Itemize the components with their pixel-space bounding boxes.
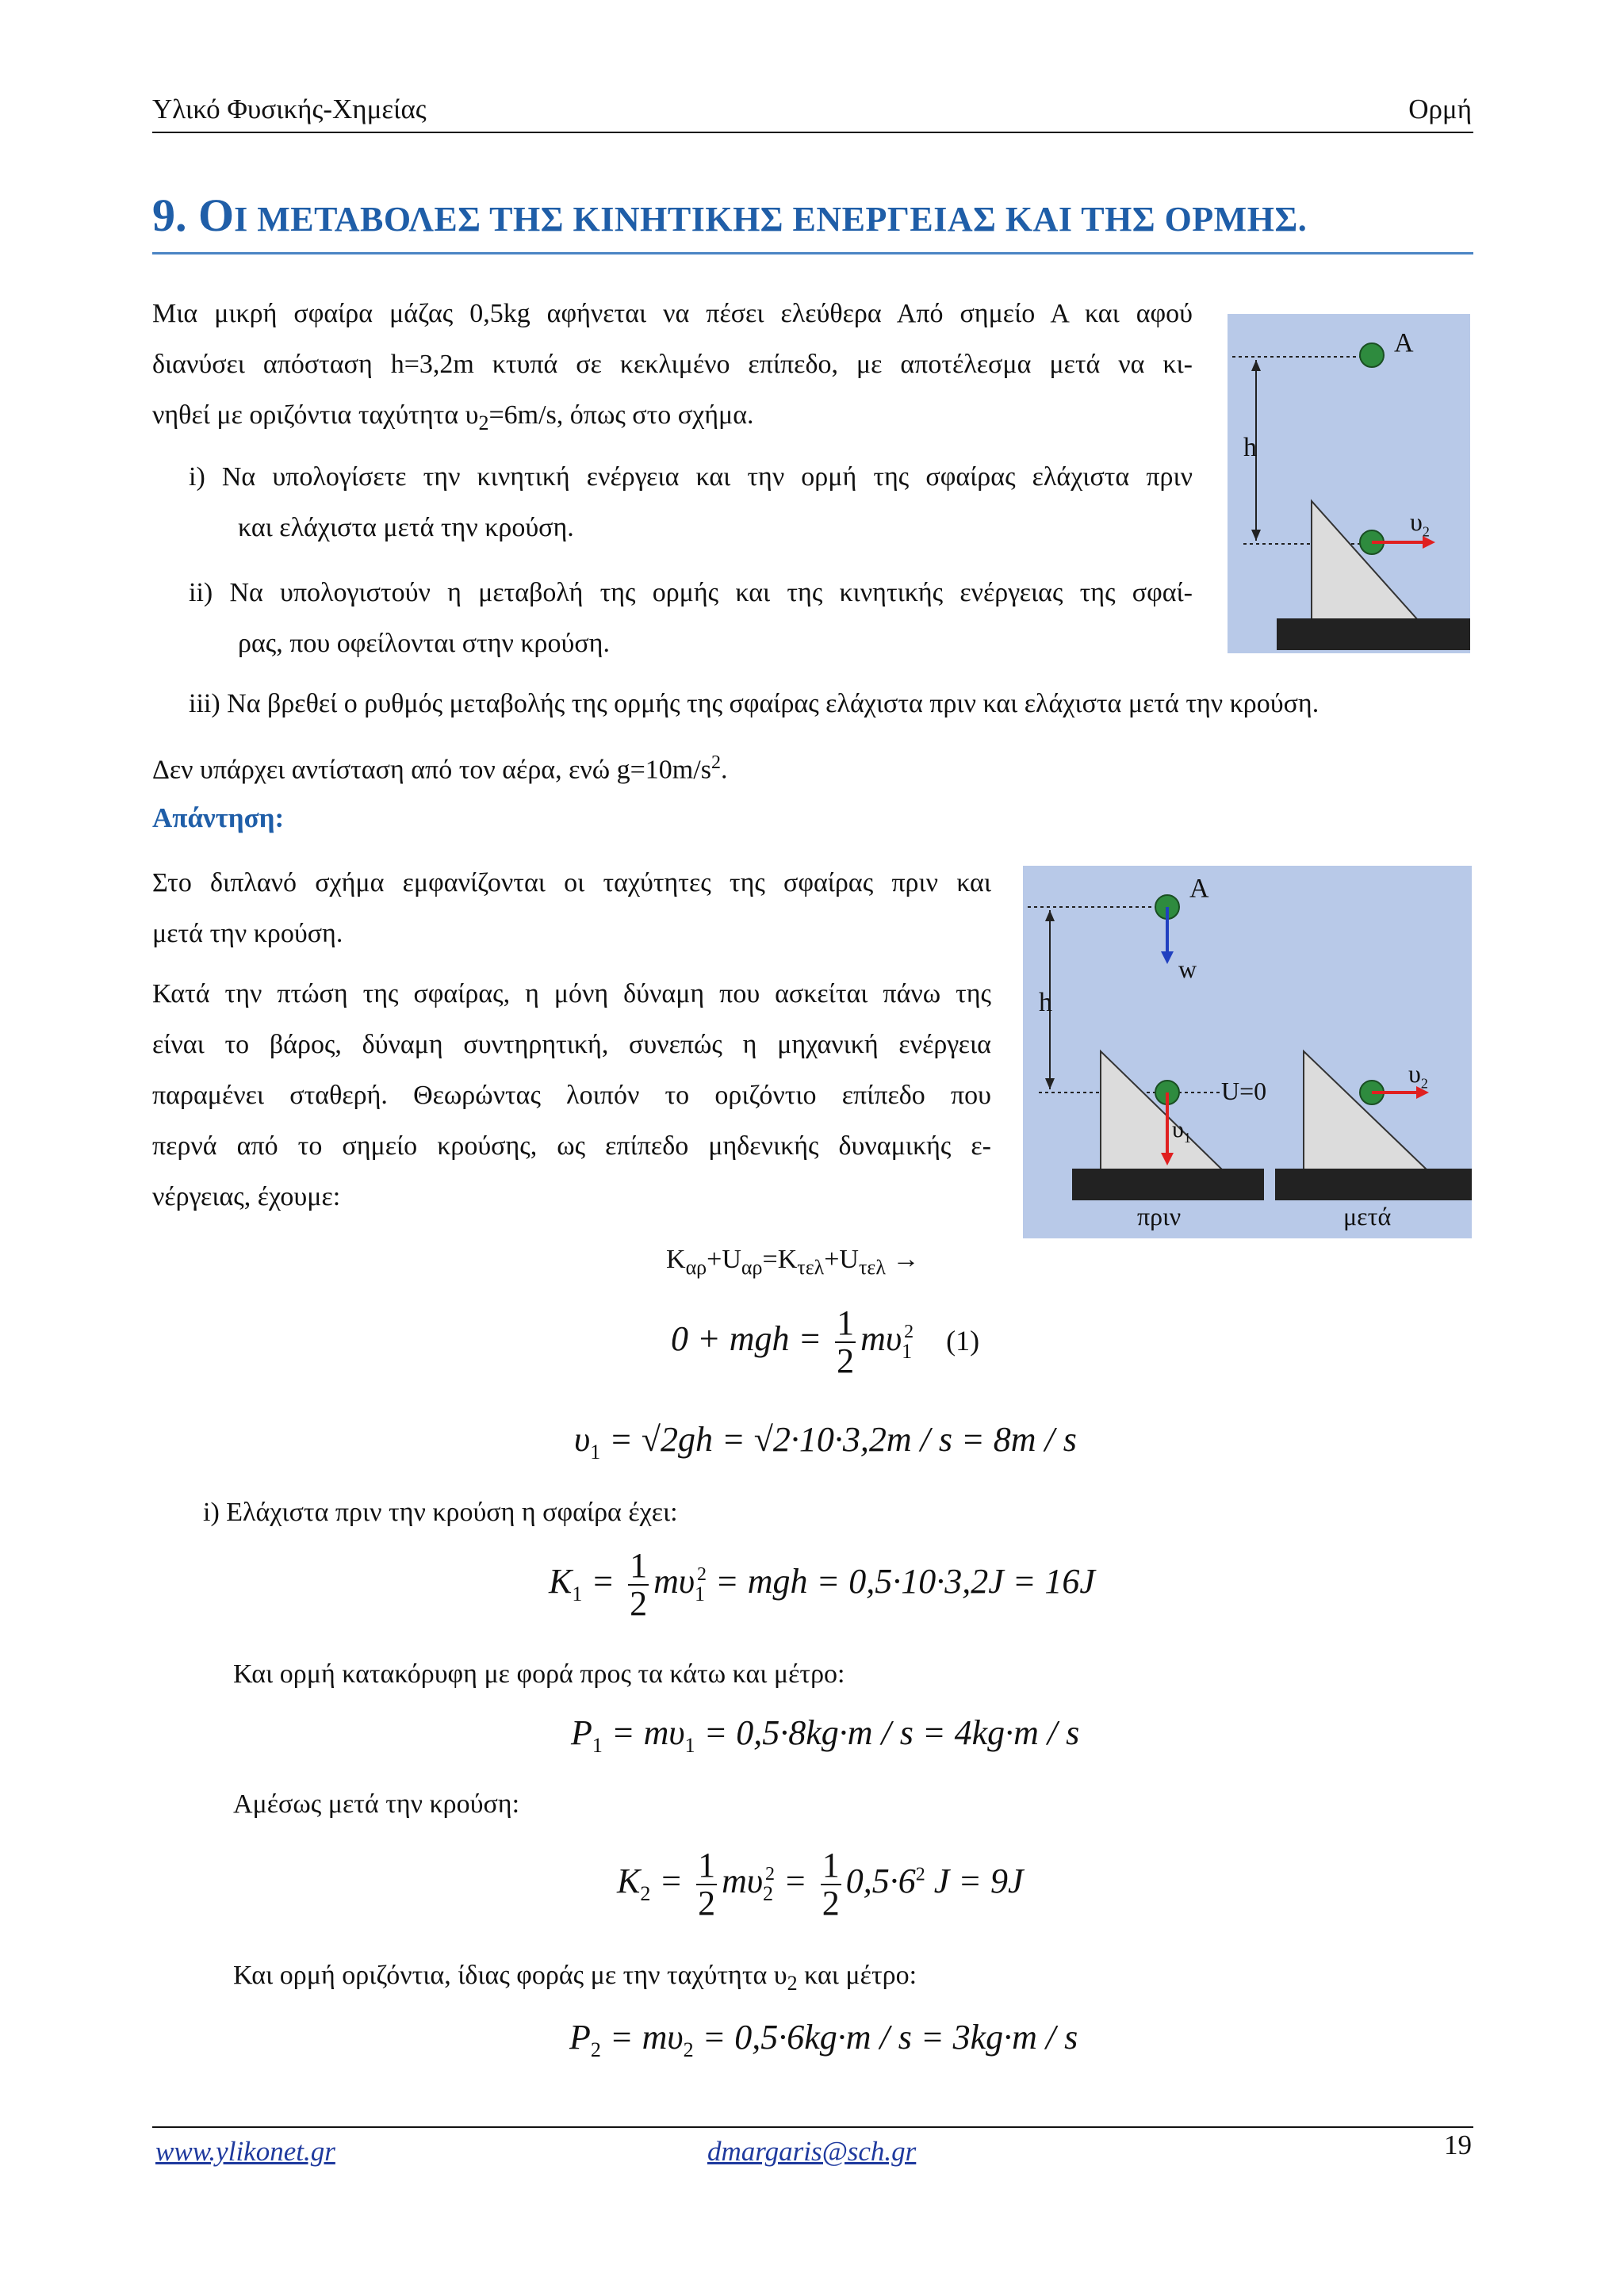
- header-rule: [152, 132, 1473, 133]
- k1-label: i) Ελάχιστα πριν την κρούση η σφαίρα έχει:: [203, 1498, 678, 1527]
- label-velocity-2: $\upsilon_2$: [1408, 1059, 1428, 1092]
- problem-note: Δεν υπάρχει αντίσταση από τον αέρα, ενώ $g=10m/s^2$.: [152, 752, 728, 785]
- footer-email[interactable]: [707, 2136, 916, 2168]
- site-link[interactable]: www.ylikonet.gr: [155, 2136, 335, 2167]
- label-before: πριν: [1137, 1202, 1182, 1230]
- question-1: i) Να υπολογίσετε την κινητική ενέργεια και την ορμή της σφαίρας ελάχιστα πριν και ελάχιστα μετά την κρούση.: [189, 462, 1193, 542]
- label-point-a: Α: [1394, 328, 1414, 358]
- ball-icon: [1360, 343, 1384, 367]
- label-height: h: [1243, 433, 1257, 462]
- equation-k2: $K_2$ = $\frac{1}{2}$ $m\upsilon_2^2$ = $\frac{1}{2}$ $0,5\cdot 6^2$ J = 9J: [617, 1846, 1024, 1923]
- header-topic: Ορμή: [1408, 94, 1472, 124]
- title-rule: [152, 252, 1473, 254]
- figure-problem: [1228, 314, 1470, 653]
- energy-conservation: $K_{\alpha\rho}+U_{\alpha\rho}=K_{\tau\varepsilon\lambda}+U_{\tau\varepsilon\lambda}$ →: [666, 1245, 920, 1279]
- p2-label: Και ορμή οριζόντια, ίδιας φοράς με την ταχύτητα $\upsilon_2$ και μέτρο:: [233, 1961, 917, 1995]
- page-number: 19: [1444, 2130, 1472, 2160]
- answer-heading: Απάντηση:: [152, 802, 285, 833]
- problem-statement: Μια μικρή σφαίρα μάζας 0,5kg αφήνεται να πέσει ελεύθερα Από σημείο Α και αφού διανύσει απόσταση h=3,2m κτυπά σε κεκλιμένο επίπεδο, με αποτέλεσμα μετά να κι- νηθεί με οριζόντια ταχύτητα $\upsilon_2=6m/s$, όπως στο σχήμα.: [152, 299, 1193, 434]
- label-after: μετά: [1343, 1202, 1392, 1230]
- header-subject: Υλικό Φυσικής-Χημείας: [152, 94, 427, 124]
- email-link[interactable]: dmargaris@sch.gr: [707, 2136, 917, 2167]
- label-zero-potential: U=0: [1221, 1077, 1267, 1105]
- label-weight: w: [1178, 955, 1197, 983]
- after-label: Αμέσως μετά την κρούση:: [233, 1789, 520, 1819]
- equation-1: 0 + mgh = $\frac{1}{2}$ $m\upsilon_1^2$ (1): [671, 1303, 980, 1380]
- figure-solution-svg: [1023, 866, 1472, 1238]
- label-point-a: Α: [1189, 874, 1209, 903]
- section-title: 9. ΟΙ ΜΕΤΑΒΟΛΕΣ ΤΗΣ ΚΙΝΗΤΙΚΗΣ ΕΝΕΡΓΕΙΑΣ ΚΑΙ ΤΗΣ ΟΡΜΗΣ.: [152, 189, 1308, 241]
- equation-p2: $P_2 = m\upsilon_2 = 0,5\cdot 6kg\cdot m / s = 3kg\cdot m / s$: [569, 2018, 1078, 2061]
- p1-label: Και ορμή κατακόρυφη με φορά προς τα κάτω και μέτρο:: [233, 1659, 845, 1689]
- answer-text: Στο διπλανό σχήμα εμφανίζονται οι ταχύτητες της σφαίρας πριν και μετά την κρούση. Κατά την πτώση της σφαίρας, η μόνη δύναμη που ασκείται πάνω της είναι το βάρος, δύναμη συντηρητική, συνεπώς η μηχανική ενέργεια παραμένει σταθερή. Θεωρώντας λοιπόν το οριζόντιο επίπεδο που περνά από το σημείο κρούσης, ως επίπεδο μηδενικής δυναμικής ε- νέργειας, έχουμε:: [152, 868, 991, 1211]
- footer-site[interactable]: [155, 2136, 335, 2168]
- figure-problem-svg: [1228, 314, 1470, 653]
- equation-p1: $P_1 = m\upsilon_1 = 0,5\cdot 8kg\cdot m / s = 4kg\cdot m / s$: [571, 1713, 1080, 1757]
- label-height: h: [1039, 988, 1052, 1017]
- equation-k1: $K_1$ = $\frac{1}{2}$ $m\upsilon_1^2$ = mgh = 0,5·10·3,2J = 16J: [549, 1546, 1095, 1623]
- figure-solution: [1023, 866, 1472, 1238]
- equation-v1: $\upsilon_1 = √2gh = √2\cdot 10\cdot 3,2m / s = 8m / s$: [574, 1420, 1077, 1464]
- footer-rule: [152, 2126, 1473, 2128]
- question-3: iii) Να βρεθεί ο ρυθμός μεταβολής της ορμής της σφαίρας ελάχιστα πριν και ελάχιστα μετά την κρούση.: [189, 689, 1320, 718]
- label-velocity-1: $\upsilon_1$: [1172, 1116, 1191, 1146]
- question-2: ii) Να υπολογιστούν η μεταβολή της ορμής και της κινητικής ενέργειας της σφαί- ρας, που οφείλονται στην κρούση.: [189, 578, 1193, 658]
- label-velocity: $\upsilon_2$: [1410, 507, 1430, 540]
